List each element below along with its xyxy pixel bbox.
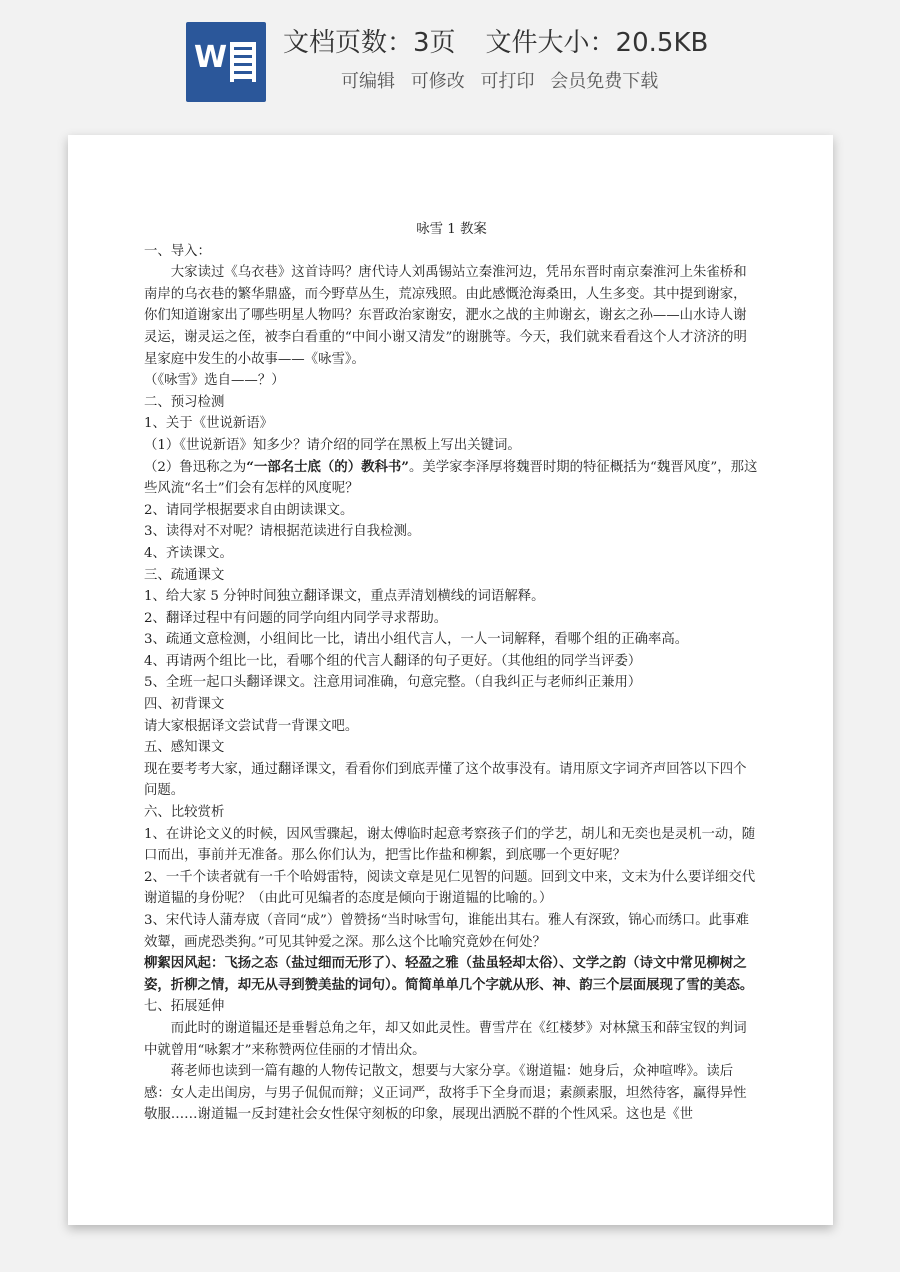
paragraph: 2、翻译过程中有问题的同学向组内同学寻求帮助。 bbox=[144, 610, 448, 626]
feature-member-download: 会员免费下载 bbox=[550, 71, 659, 92]
page-count: 文档页数：3页 bbox=[283, 28, 456, 58]
document-meta bbox=[283, 22, 708, 59]
section-heading: 四、初背课文 bbox=[144, 697, 225, 713]
paragraph: 1、在讲论文义的时候，因风雪骤起，谢太傅临时起意考察孩子们的学艺，胡儿和无奕也是灵机一动，随口而出，事前并无准备。那么你们认为，把雪比作盐和柳絮，到底哪一个更好呢？ bbox=[144, 826, 756, 864]
section-heading: 三、疏通课文 bbox=[144, 567, 225, 583]
paragraph: 1、给大家 5 分钟时间独立翻译课文，重点弄清划横线的词语解释。 bbox=[144, 589, 545, 605]
text-run: （2）鲁迅称之为 bbox=[144, 459, 247, 475]
document-title: 咏雪 1 教案 bbox=[416, 222, 487, 237]
paragraph: （《咏雪》选自——？） bbox=[144, 373, 285, 389]
feature-editable: 可编辑 bbox=[341, 71, 395, 92]
section-heading: 七、拓展延伸 bbox=[144, 999, 225, 1015]
section-heading: 一、导入： bbox=[144, 243, 211, 259]
paragraph: 3、读得对不对呢？请根据范读进行自我检测。 bbox=[144, 524, 421, 540]
feature-modifiable: 可修改 bbox=[410, 71, 465, 92]
document-page bbox=[68, 135, 833, 1225]
paragraph: 蒋老师也读到一篇有趣的人物传记散文，想要与大家分享。《谢道韫：她身后，众神喧哗》。读后感：女人走出闺房，与男子侃侃而辩；义正词严，敌将手下全身而退；素颜素服，坦然待客，赢得异性敬服……谢道韫一反封建社会女性保守刻板的印象，展现出洒脱不群的个性风采。这也是《世 bbox=[144, 1064, 747, 1123]
text-run: 。美学家李泽厚将魏晋时期的特征概括为“魏晋风度”，那这些风流“名士”们会有怎样的风度呢？ bbox=[144, 459, 758, 497]
word-document-icon: W bbox=[186, 22, 266, 102]
paragraph: 1、关于《世说新语》 bbox=[144, 416, 274, 432]
paragraph: 4、再请两个组比一比，看哪个组的代言人翻译的句子更好。（其他组的同学当评委） bbox=[144, 653, 642, 669]
paragraph: 2、请同学根据要求自由朗读课文。 bbox=[144, 502, 354, 518]
paragraph: 4、齐读课文。 bbox=[144, 545, 233, 561]
section-heading: 五、感知课文 bbox=[144, 740, 225, 756]
paragraph: 而此时的谢道韫还是垂髫总角之年，却又如此灵性。曹雪芹在《红楼梦》对林黛玉和薛宝钗的判词中就曾用“咏絮才”来称赞两位佳丽的才情出众。 bbox=[144, 1020, 747, 1058]
feature-printable: 可打印 bbox=[480, 71, 535, 92]
download-header bbox=[0, 0, 900, 115]
paragraph bbox=[144, 457, 759, 500]
paragraph: 3、宋代诗人蒲寿宬（音同“成”）曾赞扬“当时咏雪句，谁能出其右。雅人有深致，锦心而绣口。此事难效颦，画虎恐类狗。”可见其钟爱之深。那么这个比喻究竟妙在何处？ bbox=[144, 913, 749, 950]
document-body bbox=[144, 219, 759, 1126]
paragraph: 请大家根据译文尝试背一背课文吧。 bbox=[144, 718, 359, 734]
paragraph: 2、一千个读者就有一千个哈姆雷特，阅读文章是见仁见智的问题。回到文中来，文末为什么要详细交代谢道韫的身份呢？（由此可见编者的态度是倾向于谢道韫的比喻的。） bbox=[144, 869, 756, 907]
paragraph: 现在要考考大家，通过翻译课文，看看你们到底弄懂了这个故事没有。请用原文字词齐声回答以下四个问题。 bbox=[144, 761, 747, 799]
file-size: 文件大小：20.5KB bbox=[485, 28, 709, 58]
bold-paragraph: 柳絮因风起：飞扬之态（盐过细而无形了）、轻盈之雅（盐虽轻却太俗）、文学之韵（诗文中常见柳树之姿，折柳之情，却无从寻到赞美盐的词句）。简简单单几个字就从形、神、韵三个层面展现了雪的美态。 bbox=[144, 955, 754, 993]
bold-quote: “一部名士底（的）教科书” bbox=[246, 458, 409, 475]
section-heading: 二、预习检测 bbox=[144, 394, 225, 410]
feature-list bbox=[341, 67, 658, 93]
paragraph: 3、疏通文意检测，小组间比一比，请出小组代言人，一人一词解释，看哪个组的正确率高。 bbox=[144, 632, 689, 648]
paragraph: 大家读过《乌衣巷》这首诗吗？唐代诗人刘禹锡站立秦淮河边，凭吊东晋时南京秦淮河上朱雀桥和南岸的乌衣巷的繁华鼎盛，而今野草丛生，荒凉残照。由此感慨沧海桑田，人生多变。其中提到谢家，你们知道谢家出了哪些明星人物吗？东晋政治家谢安，淝水之战的主帅谢玄，谢玄之孙——山水诗人谢灵运，谢灵运之侄，被李白看重的“中间小谢又清发”的谢朓等。今天，我们就来看看这个人才济济的明星家庭中发生的小故事——《咏雪》。 bbox=[144, 265, 747, 367]
section-heading: 六、比较赏析 bbox=[144, 805, 225, 821]
paragraph: （1）《世说新语》知多少？请介绍的同学在黑板上写出关键词。 bbox=[144, 437, 521, 453]
paragraph: 5、全班一起口头翻译课文。注意用词准确，句意完整。（自我纠正与老师纠正兼用） bbox=[144, 675, 642, 691]
